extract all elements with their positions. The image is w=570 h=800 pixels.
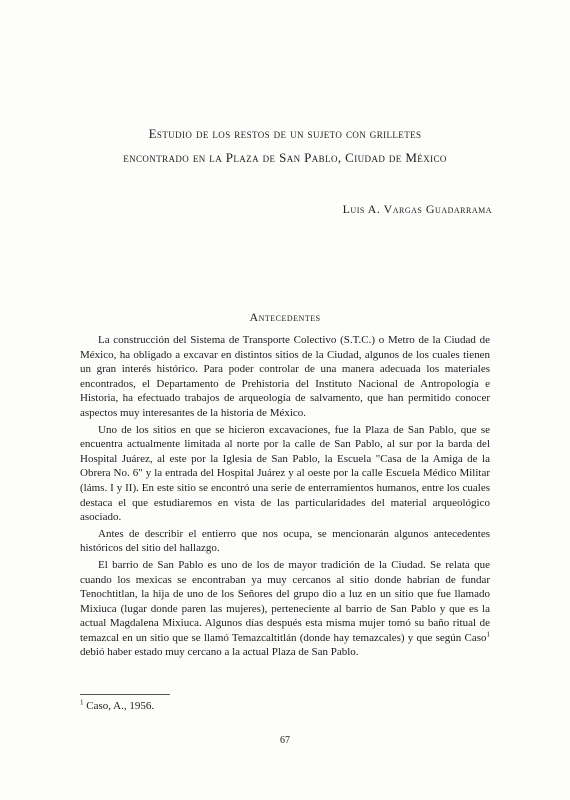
article-title [60,122,510,170]
author-name: Luis A. Vargas Guadarrama [342,202,492,216]
paragraph-1: La construcción del Sistema de Transporte Colectivo (S.T.C.) o Metro de la Ciudad de México, ha obligado a excavar en distintos sitios de la Ciudad, algunos de los cuales tienen un gran interés histórico. Para poder controlar de una manera adecuada los materiales encontrados, el Departamento de Prehistoria del Instituto Nacional de Antropología e Historia, ha efectuado trabajos de arqueología de salvamento, que han permitido conocer aspectos muy interesantes de la historia de México. [80,334,490,419]
page-number: 67 [280,735,290,746]
title-line-1: Estudio de los restos de un sujeto con grilletes [148,126,422,141]
title-line-2: encontrado en la Plaza de San Pablo, Ciudad de México [123,150,447,165]
paragraph-4-continuation: debió haber estado muy cercano a la actual Plaza de San Pablo. [80,646,359,659]
footnote [80,700,154,712]
body-text [80,333,490,662]
footnote-text: Caso, A., 1956. [86,700,155,712]
paragraph-4-text: El barrio de San Pablo es uno de los de mayor tradición de la Ciudad. Se relata que cuando los mexicas se encontraban ya muy cercanos al sitio donde habrían de fundar Tenochtitlan, la hija de uno de los Señores del grupo dio a luz en un sitio que fue llamado Mixiuca (lugar donde paren las mujeres), perteneciente al barrio de San Pablo y que es la actual Magdalena Mixiuca. Algunos días después esta misma mujer tomó su baño ritual de temazcal en un sitio que se llamó Temazcaltitlán (donde hay temazcales) y que según Caso [80,558,490,644]
paragraph-2: Uno de los sitios en que se hicieron excavaciones, fue la Plaza de San Pablo, que se encuentra actualmente limitada al norte por la calle de San Pablo, al sur por la barda del Hospital Juárez, al este por la Iglesia de San Pablo, la Escuela "Casa de la Amiga de la Obrera No. 6" y la entrada del Hospital Juárez y al oeste por la calle Escuela Médico Militar (láms. I y II). En este sitio se encontró una serie de enterramientos humanos, entre los cuales destaca el que estudiaremos en vista de las particularidades del material arqueológico asociado. [80,423,490,524]
section-heading: Antecedentes [249,310,321,324]
paragraph-4 [80,558,490,660]
footnote-divider [80,694,170,695]
footnote-marker: 1 [80,698,84,707]
footnote-reference: 1 [486,630,490,639]
paragraph-3: Antes de describir el entierro que nos ocupa, se mencionarán algunos antecedentes históricos del sitio del hallazgo. [80,527,490,555]
